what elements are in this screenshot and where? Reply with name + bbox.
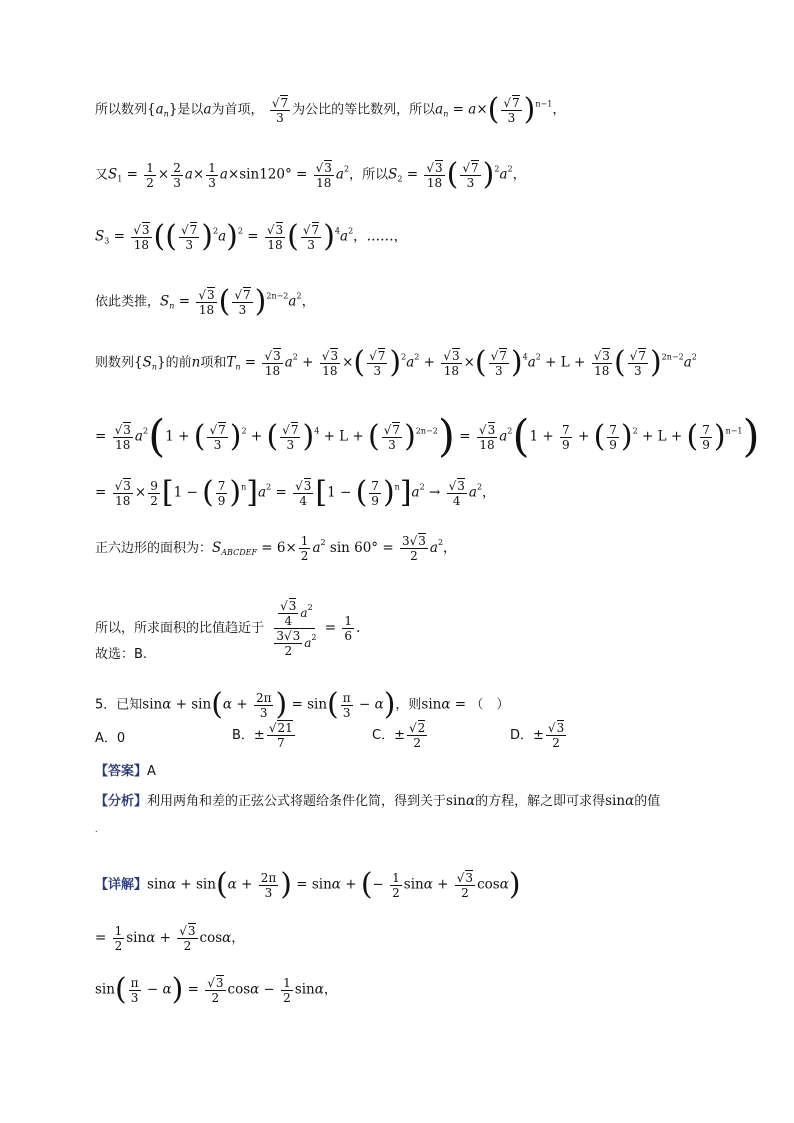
analysis-line: 【分析】利用两角和差的正弦公式将题给条件化简，得到关于sinα的方程，解之即可求得sinα的值 xyxy=(95,793,661,809)
option-d: D．± $\frac{√3}{2}$ xyxy=(510,721,565,750)
detail-line-3: sin( $\frac{\pi}{3}$ − α) = $\frac{√3}{2}$ cosα − $\frac{1}{2}$ sinα， xyxy=(95,972,338,1007)
line-5: 则数列$\{S_n\}$的前n项和$T_n$ = $\frac{√3}{18}$ $a^2$ + $\frac{√3}{18}$ ×( $\frac{√7}{3}$ )$^2a^2$ + $\frac{√3}{18}$ ×( $\frac{√7}{3}$ )$^4a^2 + L$ + $\frac{√3}{18}$ ( $\frac{√7}{3}$ )$^{2n-2}a^2$ xyxy=(95,345,697,380)
line-3: $S_3$ = $\frac{√3}{18}$ (( $\frac{√7}{3}$ )$^2$a)$^2$ = $\frac{√3}{18}$ ( $\frac{√7}{3}$ )$^4a^2$，……， xyxy=(95,219,408,254)
line-7: = $\frac{√3}{18}$ × $\frac{9}{2}$ [1 − ( $\frac{7}{9}$ )$^n]a^2$ = $\frac{√3}{4}$ [1 − ( $\frac{7}{9}$ )$^n]a^2$ → $\frac{√3}{4}$ $a^2$， xyxy=(95,475,496,510)
option-a: A．0 xyxy=(95,731,126,746)
question-5: 5．已知sinα + sin(α + $\frac{2\pi}{3}$ ) = sin( $\frac{\pi}{3}$ − α)，则sinα = （ ） xyxy=(95,687,510,722)
detail-line-1: 【详解】sinα + sin(α + $\frac{2\pi}{3}$ ) = sinα + (− $\frac{1}{2}$ sinα + $\frac{√3}{2}$ cosα) xyxy=(95,867,521,902)
line-6: = $\frac{√3}{18}$ $a^2(1$ + ( $\frac{√7}{3}$ )$^2$ + ( $\frac{√7}{3}$ )$^4$ + L + ( $\frac{√7}{3}$ )$^{2n-2}$) = $\frac{√3}{18}$ $a^2(1$ + $\frac{7}{9}$ + ( $\frac{7}{9}$ )$^2$ + L + ( $\frac{7}{9}$ )$^{n-1}$) xyxy=(95,411,760,462)
line-1: 所以数列$\{a_n\}$是以a为首项， $\frac{√7}{3}$ 为公比的等比数列，所以$a_n = a\times$( $\frac{√7}{3}$ )$^{n-1}$， xyxy=(95,92,566,127)
line-8: 正六边形的面积为：$S_{ABCDEF} = 6\times$ $\frac{1}{2}$ $a^2$ sin 60° = $\frac{3√3}{2}$ $a^2$， xyxy=(95,534,457,563)
option-b: B．± $\frac{√21}{7}$ xyxy=(232,721,293,750)
analysis-dot: . xyxy=(95,825,98,834)
option-c: C．± $\frac{√2}{2}$ xyxy=(372,721,426,750)
detail-line-2: = $\frac{1}{2}$ sinα + $\frac{√3}{2}$ cosα， xyxy=(95,924,245,953)
line-9: 所以，所求面积的比值趋近于 $\frac{√3}{4}$ $a^2$ $\frac{3√3}{2}$ $a^2$ = $\frac{1}{6}$ . xyxy=(95,599,361,658)
line-4: 依此类推，$S_n$ = $\frac{√3}{18}$ ( $\frac{√7}{3}$ )$^{2n-2}a^2$， xyxy=(95,284,316,319)
answer-line: 【答案】A xyxy=(95,764,156,779)
answer-choice-line: 故选：B. xyxy=(95,647,148,662)
line-2: 又$S_1$ = $\frac{1}{2}$ × $\frac{2}{3}$ a× $\frac{1}{3}$ a×sin120° = $\frac{√3}{18}$ $a^2$，所以$S_2$ = $\frac{√3}{18}$ ( $\frac{√7}{3}$ )$^2a^2$， xyxy=(95,157,527,192)
